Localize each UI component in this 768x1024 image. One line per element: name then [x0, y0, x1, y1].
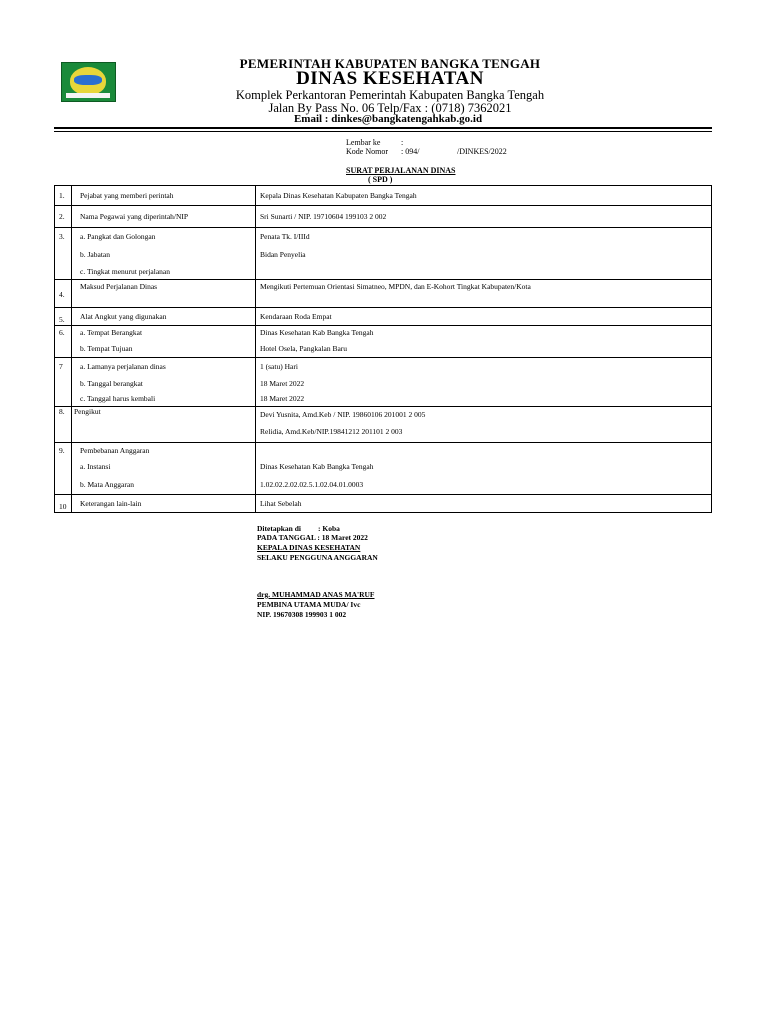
- signer-nip: NIP. 19670308 199903 1 002: [257, 610, 347, 619]
- lembar-label: Lembar ke: [346, 138, 381, 147]
- kode-suffix: /DINKES/2022: [457, 147, 507, 156]
- header-address-2: Jalan By Pass No. 06 Telp/Fax : (0718) 7362021: [268, 101, 512, 115]
- row-value: Kepala Dinas Kesehatan Kabupaten Bangka Tengah: [260, 191, 417, 200]
- kode-value: : 094/: [401, 147, 420, 156]
- table-row: 2. Nama Pegawai yang diperintah/NIP Sri Sunarti / NIP. 19710604 199103 2 002: [55, 206, 712, 228]
- row-value: Penata Tk. I/IIId: [260, 232, 310, 241]
- row-value: 1 (satu) Hari: [260, 362, 298, 371]
- kode-label: Kode Nomor: [346, 147, 388, 156]
- row-value: Hotel Osela, Pangkalan Baru: [260, 344, 348, 353]
- row-value: 18 Maret 2022: [260, 379, 305, 388]
- document-title: SURAT PERJALANAN DINAS: [346, 166, 456, 175]
- signer-position-1: KEPALA DINAS KESEHATAN: [257, 543, 361, 552]
- ditetapkan-value: : Koba: [318, 524, 340, 533]
- row-label: a. Pangkat dan Golongan: [80, 232, 156, 241]
- row-value: [256, 265, 711, 279]
- row-value: Sri Sunarti / NIP. 19710604 199103 2 002: [260, 212, 387, 221]
- row-label: b. Jabatan: [80, 250, 110, 259]
- row-value: 18 Maret 2022: [260, 394, 305, 403]
- row-label: Pembebanan Anggaran: [80, 446, 150, 455]
- row-label: Nama Pegawai yang diperintah/NIP: [80, 212, 189, 221]
- row-label: c. Tanggal harus kembali: [80, 394, 156, 403]
- spd-table: [54, 185, 712, 513]
- header-rule-thick: [54, 127, 712, 129]
- table-row: 10 Keterangan lain-lain Lihat Sebelah: [55, 495, 712, 513]
- table-row: 3. a. Pangkat dan Golongan b. Jabatan c. Tingkat menurut perjalanan Penata Tk. I/IIId Bidan Penyelia: [55, 228, 712, 280]
- lembar-sep: :: [401, 138, 404, 147]
- row-label: b. Tanggal berangkat: [80, 379, 143, 388]
- header-rule-thin: [54, 131, 712, 132]
- row-value: Mengikuti Pertemuan Orientasi Simatneo, MPDN, dan E-Kohort Tingkat Kabupaten/Kota: [260, 282, 531, 291]
- row-label: Keterangan lain-lain: [80, 499, 142, 508]
- row-label: c. Tingkat menurut perjalanan: [80, 267, 170, 276]
- row-label: b. Mata Anggaran: [80, 480, 134, 489]
- row-value: Bidan Penyelia: [260, 250, 306, 259]
- ditetapkan-label: Ditetapkan di: [257, 524, 301, 533]
- row-value: Devi Yusnita, Amd.Keb / NIP. 19860106 201001 2 005: [260, 410, 426, 419]
- row-label: Pejabat yang memberi perintah: [80, 191, 174, 200]
- row-value: 1.02.02.2.02.02.5.1.02.04.01.0003: [260, 480, 364, 489]
- table-row: 1. Pejabat yang memberi perintah Kepala Dinas Kesehatan Kabupaten Bangka Tengah: [55, 186, 712, 206]
- row-value: Dinas Kesehatan Kab Bangka Tengah: [260, 328, 374, 337]
- signer-name: drg. MUHAMMAD ANAS MA'RUF: [257, 590, 375, 599]
- table-row: 8. Pengikut Devi Yusnita, Amd.Keb / NIP. 19860106 201001 2 005 Relidia, Amd.Keb/NIP.19841212 201101 2 003: [55, 407, 712, 443]
- row-value: Dinas Kesehatan Kab Bangka Tengah: [260, 462, 374, 471]
- table-row: 6. a. Tempat Berangkat b. Tempat Tujuan Dinas Kesehatan Kab Bangka Tengah Hotel Osela, Pangkalan Baru: [55, 326, 712, 358]
- row-value: Lihat Sebelah: [260, 499, 302, 508]
- row-label: a. Tempat Berangkat: [80, 328, 143, 337]
- table-row: 5. Alat Angkut yang digunakan Kendaraan Roda Empat: [55, 308, 712, 326]
- row-label: Alat Angkut yang digunakan: [80, 312, 167, 321]
- row-label: Maksud Perjalanan Dinas: [80, 282, 158, 291]
- table-row: 9. Pembebanan Anggaran a. Instansi b. Mata Anggaran Dinas Kesehatan Kab Bangka Tengah 1.02.02.2.02.02.5.1.02.04.01.0003: [55, 443, 712, 495]
- header-agency: DINAS KESEHATAN: [296, 68, 484, 89]
- header-government: PEMERINTAH KABUPATEN BANGKA TENGAH: [239, 56, 541, 71]
- row-label: Pengikut: [74, 407, 101, 416]
- table-row: 7 a. Lamanya perjalanan dinas b. Tanggal berangkat c. Tanggal harus kembali 1 (satu) Hari 18 Maret 2022 18 Maret 2022: [55, 358, 712, 407]
- document-subtitle: ( SPD ): [368, 175, 393, 184]
- header-address-1: Komplek Perkantoran Pemerintah Kabupaten Bangka Tengah: [235, 88, 545, 102]
- header-email: Email : dinkes@bangkatengahkab.go.id: [293, 113, 483, 125]
- row-label: b. Tempat Tujuan: [80, 344, 133, 353]
- signer-position-2: SELAKU PENGGUNA ANGGARAN: [257, 553, 378, 562]
- row-label: a. Instansi: [80, 462, 111, 471]
- table-row: 4. Maksud Perjalanan Dinas Mengikuti Pertemuan Orientasi Simatneo, MPDN, dan E-Kohort Tingkat Kabupaten/Kota: [55, 280, 712, 308]
- row-label: a. Lamanya perjalanan dinas: [80, 362, 166, 371]
- row-value: Relidia, Amd.Keb/NIP.19841212 201101 2 003: [260, 427, 403, 436]
- signer-rank: PEMBINA UTAMA MUDA/ Ivc: [257, 600, 361, 609]
- signature-date: PADA TANGGAL : 18 Maret 2022: [257, 533, 368, 542]
- row-value: Kendaraan Roda Empat: [260, 312, 332, 321]
